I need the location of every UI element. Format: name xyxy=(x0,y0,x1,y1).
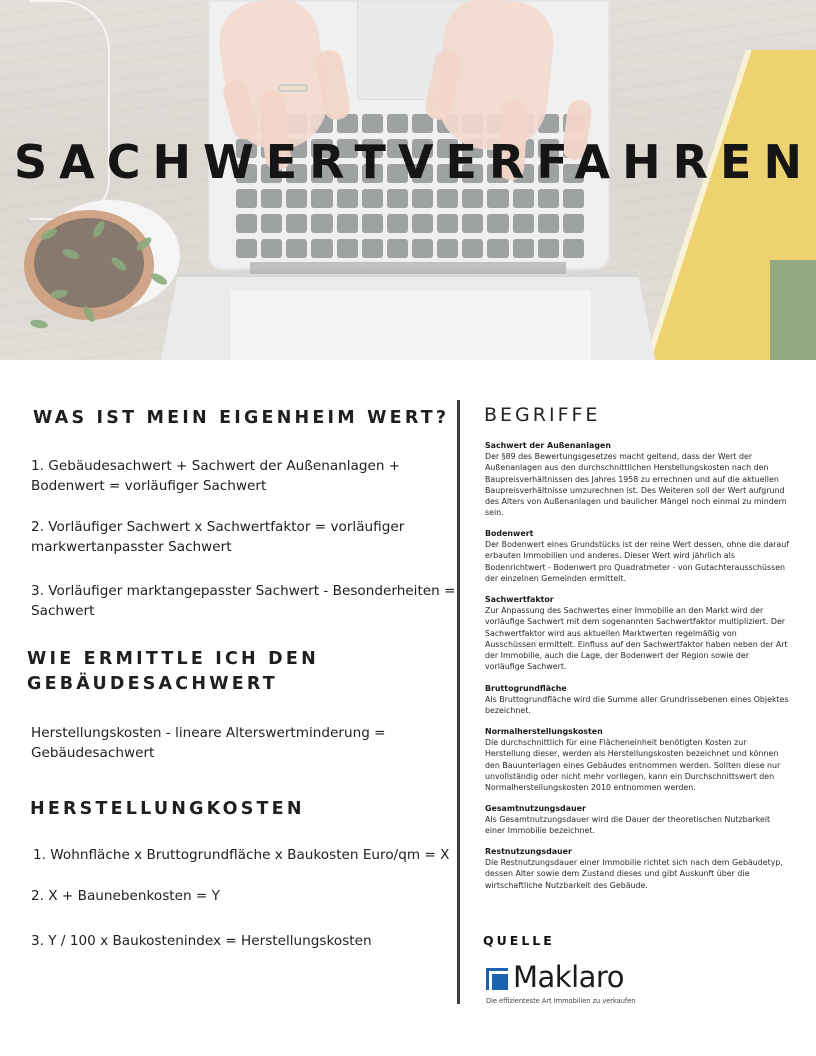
formula-line: Bodenwert = vorläufiger Sachwert xyxy=(31,477,267,494)
maklaro-logo-icon xyxy=(486,968,508,990)
term-title: Sachwert der Außenanlagen xyxy=(485,441,611,450)
formula-item: 2. X + Baunebenkosten = Y xyxy=(31,888,220,904)
term-body: Die durchschnittlich für eine Flächeneinheit benötigten Kosten zur Herstellung dieser, werden als Herstellungskosten bezeichnet und können den Bauunterlagen eines Gebäudes entnommen werden. Sollten diese nur unvollständig oder nicht mehr vorliegen, kann ein Durchschnittswert den Normalherstellungskosten 2010 entnommen werden. xyxy=(485,738,781,793)
formula-line: 2. Vorläufiger Sachwert x Sachwertfaktor = vorläufiger xyxy=(31,519,405,535)
heading-line: GEBÄUDESACHWERT xyxy=(27,674,278,694)
page-title: SACHWERTVERFAHREN xyxy=(14,135,814,189)
term-title: Normalherstellungskosten xyxy=(485,727,603,736)
term-title: Bodenwert xyxy=(485,529,534,538)
term-title: Bruttogrundfläche xyxy=(485,684,567,693)
glossary-term xyxy=(485,846,790,891)
formula-item xyxy=(31,457,400,496)
formula-item xyxy=(31,582,455,621)
term-body: Als Bruttogrundfläche wird die Summe aller Grundrissebenen eines Objektes bezeichnet. xyxy=(485,695,789,716)
formula-line: markwertanpasster Sachwert xyxy=(31,538,232,555)
section-heading-building-value xyxy=(27,647,319,697)
hero-image xyxy=(0,0,816,360)
glossary-term xyxy=(485,726,790,793)
glossary-term xyxy=(485,683,790,717)
formula-item: 1. Wohnfläche x Bruttogrundfläche x Baukosten Euro/qm = X xyxy=(33,847,450,863)
formula-line: 3. Vorläufiger marktangepasster Sachwert - Besonderheiten = xyxy=(31,583,456,599)
heading-line: WIE ERMITTLE ICH DEN xyxy=(27,649,319,669)
term-body: Die Restnutzungsdauer einer Immobilie richtet sich nach dem Gebäudetyp, dessen Alter sowie dem Zustand dieses und gibt Auskunft über die wirtschaftliche Nutzbarkeit des Gebäude. xyxy=(485,858,783,890)
formula-line: Sachwert xyxy=(31,602,95,619)
formula-item xyxy=(31,724,386,763)
maklaro-logo xyxy=(486,962,666,1008)
logo-tagline: Die effizienteste Art Immobilien zu verkaufen xyxy=(486,997,636,1005)
term-body: Der §89 des Bewertungsgesetzes macht geltend, dass der Wert der Außenanlagen aus den durchschnittlichen Herstellungskosten nach den Baupreisverhältnissen des Jahres 1958 zu errechnen und auf die aktuellen Baupreisverhältnisse umzurechnen ist. Des Weiteren soll der Wert aufgrund des Alters von Außenanlagen und baulicher Mängel noch einmal zu mindern sein. xyxy=(485,452,787,518)
logo-wordmark: Maklaro xyxy=(513,960,624,994)
glossary-term xyxy=(485,803,790,837)
source-label: QUELLE xyxy=(483,933,555,948)
glossary-term xyxy=(485,594,790,672)
term-title: Gesamtnutzungsdauer xyxy=(485,804,586,813)
section-heading-construction-costs: HERSTELLUNGKOSTEN xyxy=(30,799,305,819)
formula-item: 3. Y / 100 x Baukostenindex = Herstellungskosten xyxy=(31,933,372,949)
formula-line: Gebäudesachwert xyxy=(31,744,155,761)
term-body: Als Gesamtnutzungsdauer wird die Dauer der theoretischen Nutzbarkeit einer Immobilie bezeichnet. xyxy=(485,815,771,836)
section-heading-value: WAS IST MEIN EIGENHEIM WERT? xyxy=(33,408,450,428)
column-divider xyxy=(457,400,460,1004)
glossary-term xyxy=(485,528,790,584)
term-body: Der Bodenwert eines Grundstücks ist der reine Wert dessen, ohne die darauf erbauten Immobilien und anderes. Dieser Wert wird jährlich als Bodenrichtwert - Bodenwert pro Quadratmeter - von Gutachterausschüssen der einzelnen Gemeinden ermittelt. xyxy=(485,540,790,583)
glossary-term xyxy=(485,440,790,518)
term-title: Sachwertfaktor xyxy=(485,595,554,604)
formula-item xyxy=(31,518,404,557)
term-body: Zur Anpassung des Sachwertes einer Immobilie an den Markt wird der vorläufige Sachwert mit dem sogenannten Sachwertfaktor multipliziert. Der Sachwertfaktor wird aus aktuellen Marktwerten regelmäßig von Ausschüssen ermittelt. Einfluss auf den Sachwertfaktor haben neben der Art der Immobilie, auch die Lage, der Bodenwert der Region sowie der vorläufige Sachwert. xyxy=(485,606,788,672)
glossary-title: BEGRIFFE xyxy=(484,404,601,426)
term-title: Restnutzungsdauer xyxy=(485,847,572,856)
formula-line: Herstellungskosten - lineare Alterswertminderung = xyxy=(31,725,386,741)
formula-line: 1. Gebäudesachwert + Sachwert der Außenanlagen + xyxy=(31,458,401,474)
